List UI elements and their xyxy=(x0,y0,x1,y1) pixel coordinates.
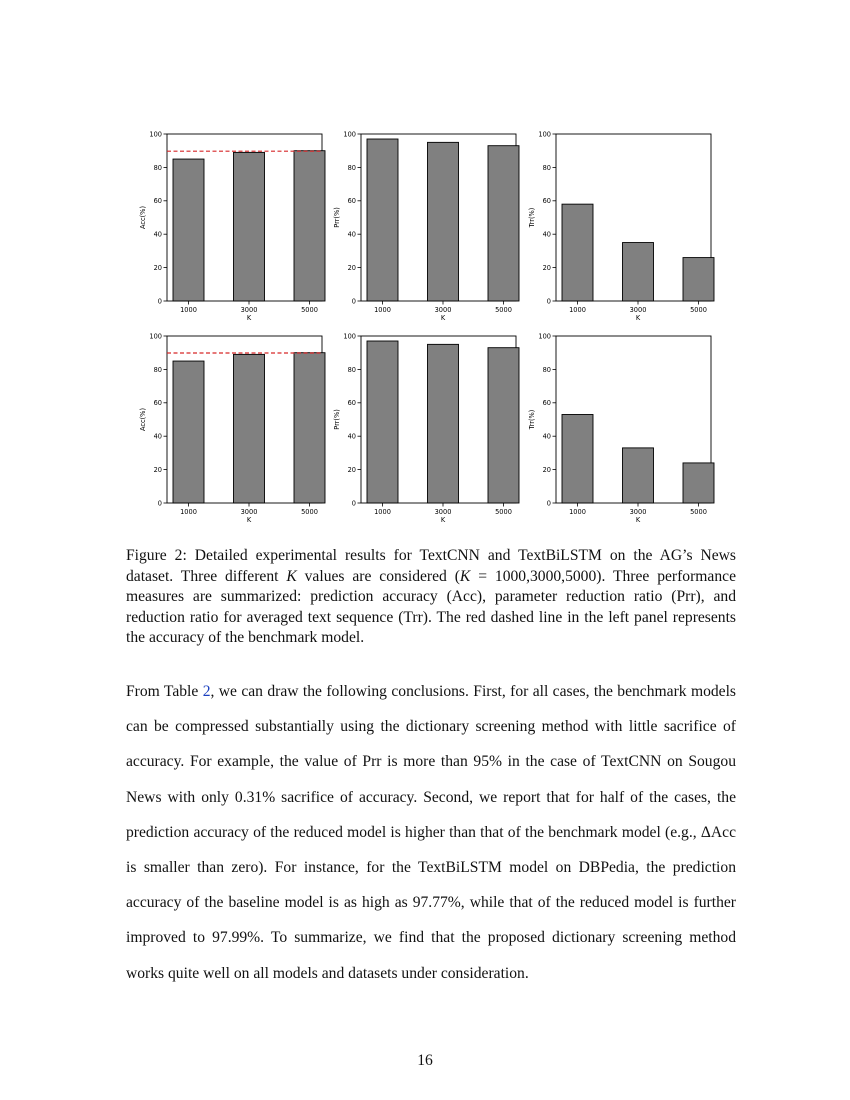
y-tick-label: 80 xyxy=(153,163,162,172)
y-tick-label: 0 xyxy=(351,297,356,306)
table-reference-link[interactable]: 2 xyxy=(202,683,211,700)
bar xyxy=(234,152,265,301)
y-tick-label: 0 xyxy=(351,499,356,508)
x-axis-label: K xyxy=(440,516,446,524)
y-tick-label: 20 xyxy=(347,466,356,474)
figure-2-bar-chart-grid xyxy=(120,120,740,530)
y-tick-label: 60 xyxy=(153,197,162,206)
y-tick-label: 60 xyxy=(347,197,356,206)
bar xyxy=(488,146,519,301)
bar xyxy=(623,448,654,503)
chart-panel-bottom-right xyxy=(528,332,714,524)
y-tick-label: 40 xyxy=(153,230,162,239)
x-tick-label: 1000 xyxy=(569,306,586,314)
y-tick-label: 80 xyxy=(542,163,551,172)
caption-label: Figure 2: xyxy=(126,547,187,564)
caption-k-symbol-2: K xyxy=(459,567,471,585)
bar xyxy=(173,159,204,301)
x-tick-label: 5000 xyxy=(495,508,512,516)
x-tick-label: 5000 xyxy=(690,306,707,314)
y-tick-label: 80 xyxy=(153,365,162,374)
y-tick-label: 40 xyxy=(347,230,356,239)
y-tick-label: 80 xyxy=(347,365,356,374)
x-tick-label: 1000 xyxy=(374,508,391,516)
bar xyxy=(367,341,398,503)
caption-text-1: Detailed experimental results for TextCNN and TextBiLSTM on the AG’s News dataset. Three different xyxy=(126,547,736,585)
x-tick-label: 1000 xyxy=(374,306,391,314)
y-tick-label: 100 xyxy=(343,332,356,341)
body-text-rest: , we can draw the following conclusions. First, for all cases, the benchmark models can be compressed substantially using the dictionary screening method with little sacrifice of accuracy. For example, the value of Prr is more than 95% in the case of TextCNN on Sougou News with only 0.31% sacrifice of accuracy. Second, we report that for half of the cases, the prediction accuracy of the reduced model is higher than that of the benchmark model (e.g., ΔAcc is smaller than zero). For instance, for the TextBiLSTM model on DBPedia, the prediction accuracy of the baseline model is as high as 97.77%, while that of the reduced model is further improved to 97.99%. To summarize, we find that the proposed dictionary screening method works quite well on all models and datasets under consideration. xyxy=(126,683,736,982)
y-tick-label: 60 xyxy=(542,399,551,408)
y-tick-label: 20 xyxy=(153,466,162,474)
y-tick-label: 40 xyxy=(347,432,356,441)
chart-panel-top-left xyxy=(139,130,325,322)
bar xyxy=(173,361,204,503)
y-axis-label: Trr(%) xyxy=(528,207,536,228)
x-tick-label: 5000 xyxy=(301,306,318,314)
figure-caption xyxy=(126,546,736,649)
chart-panel-top-middle xyxy=(333,130,519,322)
y-axis-label: Trr(%) xyxy=(528,409,536,430)
page-number: 16 xyxy=(417,1052,433,1069)
y-tick-label: 60 xyxy=(347,399,356,408)
x-tick-label: 3000 xyxy=(240,508,258,516)
x-tick-label: 5000 xyxy=(690,508,707,516)
y-tick-label: 60 xyxy=(153,399,162,408)
x-tick-label: 3000 xyxy=(629,306,647,314)
y-tick-label: 80 xyxy=(542,365,551,374)
y-axis-label: Acc(%) xyxy=(139,407,147,432)
y-tick-label: 0 xyxy=(546,297,551,306)
caption-text-3: = 1000,3000,5000). Three performance measures are summarized: prediction accuracy (Acc), parameter reduction ratio (Prr), and reduction ratio for averaged text sequence (Trr). The red dashed line in the left panel represents the accuracy of the benchmark model. xyxy=(126,567,736,646)
y-tick-label: 40 xyxy=(153,432,162,441)
y-tick-label: 20 xyxy=(347,264,356,272)
y-tick-label: 40 xyxy=(542,432,551,441)
x-axis-label: K xyxy=(635,314,641,322)
y-tick-label: 0 xyxy=(157,499,162,508)
y-tick-label: 20 xyxy=(153,264,162,272)
y-tick-label: 100 xyxy=(538,332,551,341)
bar xyxy=(562,414,593,503)
caption-text-2: values are considered ( xyxy=(296,567,460,585)
y-axis-label: Prr(%) xyxy=(333,409,341,430)
x-tick-label: 1000 xyxy=(180,306,197,314)
x-tick-label: 3000 xyxy=(434,306,452,314)
y-tick-label: 20 xyxy=(542,264,551,272)
x-tick-label: 1000 xyxy=(180,508,197,516)
body-text-start: From Table xyxy=(126,683,203,700)
x-axis-label: K xyxy=(246,516,252,524)
y-tick-label: 100 xyxy=(149,130,162,139)
x-axis-label: K xyxy=(246,314,252,322)
x-tick-label: 1000 xyxy=(569,508,586,516)
x-tick-label: 5000 xyxy=(495,306,512,314)
x-tick-label: 3000 xyxy=(629,508,647,516)
y-tick-label: 20 xyxy=(542,466,551,474)
caption-k-symbol: K xyxy=(286,567,297,585)
y-tick-label: 80 xyxy=(347,163,356,172)
y-tick-label: 40 xyxy=(542,230,551,239)
y-tick-label: 100 xyxy=(538,130,551,139)
y-tick-label: 60 xyxy=(542,197,551,206)
x-tick-label: 5000 xyxy=(301,508,318,516)
y-axis-label: Prr(%) xyxy=(333,207,341,228)
bar xyxy=(234,354,265,503)
bar xyxy=(428,142,459,301)
x-tick-label: 3000 xyxy=(240,306,258,314)
bar xyxy=(488,348,519,503)
x-tick-label: 3000 xyxy=(434,508,452,516)
bar xyxy=(367,139,398,301)
bar xyxy=(683,258,714,301)
x-axis-label: K xyxy=(440,314,446,322)
bar xyxy=(683,463,714,503)
chart-panel-bottom-left xyxy=(139,332,325,524)
x-axis-label: K xyxy=(635,516,641,524)
y-tick-label: 100 xyxy=(343,130,356,139)
chart-panel-top-right xyxy=(528,130,714,322)
bar xyxy=(562,204,593,301)
chart-panel-bottom-middle xyxy=(333,332,519,524)
bar xyxy=(294,353,325,503)
body-paragraph xyxy=(126,674,736,991)
y-tick-label: 0 xyxy=(157,297,162,306)
y-tick-label: 0 xyxy=(546,499,551,508)
y-tick-label: 100 xyxy=(149,332,162,341)
bar xyxy=(623,243,654,301)
y-axis-label: Acc(%) xyxy=(139,205,147,230)
bar xyxy=(294,151,325,301)
bar xyxy=(428,344,459,503)
